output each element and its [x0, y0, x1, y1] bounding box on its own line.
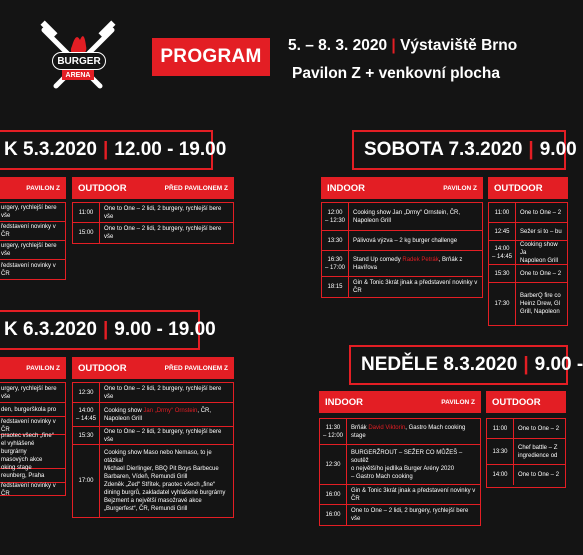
indoor-header-sunday: INDOOR PAVILON Z — [319, 391, 481, 413]
table-row: 17:00 Cooking show Maso nebo Nemaso, to je otázka! Michael Dierlinger, BBQ Pit Boys Barbecue Barbaren, Vídeň, Remundi Grill Zdeněk „Zed“ Střítek, praotec všech „fine“ dining burgrů, zakladatel vyhlášené burgrárny Bejzment a největší masožravé akce „Burgerfest“, ČR, Remundi Grill — [73, 445, 233, 517]
table-row: urgery, rychlejší bere vše — [0, 383, 65, 403]
table-row: ředstavení novinky v ČR — [1, 262, 56, 277]
outdoor-header-saturday: OUTDOOR — [488, 177, 568, 199]
indoor-schedule-saturday — [321, 202, 483, 298]
table-row: 15:00 One to One – 2 lidi, 2 burgery, rychlejší bere vše — [73, 223, 233, 243]
outdoor-schedule-friday — [72, 382, 234, 518]
table-row: 17:30 BarberQ fire co Heinz Drew, Gl Grill, Napoleon — [489, 283, 567, 325]
day-header-thursday: K 5.3.2020 | 12.00 - 19.00 — [0, 130, 213, 170]
table-row: urgery, rychlejší bere vše — [0, 203, 65, 222]
brand-name: BURGER — [52, 52, 106, 70]
table-row: 16:30 – 17:00 Stand Up comedy Radek Petrák, Brňák z Havířova — [322, 251, 482, 277]
day-hours: 9.00 - 19.00 — [114, 319, 216, 340]
table-row: 12:45 Sežer si to – bu — [489, 223, 567, 241]
table-row: 12:00 – 12:30 Cooking show Jan „Drmy“ Ornstein, ČR, Napoleon Grill — [322, 203, 482, 231]
day-header-saturday: SOBOTA 7.3.2020 | 9.00 — [352, 130, 566, 170]
table-row: 12:30 One to One – 2 lidi, 2 burgery, rychlejší bere vše — [73, 383, 233, 403]
table-row: 15:30 One to One – 2 — [489, 265, 567, 283]
table-row: den, burgerškola pro — [0, 403, 65, 417]
table-row: praotec všech „fine“ el vyhlášené burgrárny masových akce oking stage — [0, 435, 65, 469]
indoor-schedule-thursday — [0, 202, 66, 280]
outdoor-header-sunday: OUTDOOR — [486, 391, 566, 413]
program-title: PROGRAM — [152, 38, 270, 76]
table-row: ředstavení novinky v ČR — [0, 417, 65, 435]
day-header-friday: K 6.3.2020 | 9.00 - 19.00 — [0, 310, 200, 350]
table-row: 16:00 One to One – 2 lidi, 2 burgery, rychlejší bere vše — [320, 505, 480, 525]
day-date: K 6.3.2020 — [4, 319, 97, 340]
outdoor-schedule-thursday — [72, 202, 234, 244]
indoor-header-friday: PAVILON Z — [0, 357, 66, 379]
event-dates-venue: 5. – 8. 3. 2020 | Výstaviště Brno — [288, 37, 518, 54]
table-row: 11:00 One to One – 2 — [487, 419, 565, 439]
event-pavilion: Pavilon Z + venkovní plocha — [292, 65, 501, 82]
outdoor-schedule-saturday — [488, 202, 568, 326]
indoor-header-saturday: INDOOR PAVILON Z — [321, 177, 483, 199]
indoor-header-thursday: PAVILON Z — [0, 177, 66, 199]
day-hours: 9.00 — [539, 139, 577, 160]
outdoor-schedule-sunday — [486, 418, 566, 488]
table-row: 15:30 One to One – 2 lidi, 2 burgery, rychlejší bere vše — [73, 427, 233, 445]
table-row: 13:30 Chef battle – Z ingredience od — [487, 439, 565, 465]
event-venue: Výstaviště Brno — [400, 37, 518, 54]
day-hours: 12.00 - 19.00 — [114, 139, 227, 160]
table-row: 14:00 – 14:45 Cooking show Jan „Drmy“ Ornstein, ČR, Napoleon Grill — [73, 403, 233, 427]
indoor-schedule-friday — [0, 382, 66, 496]
table-row: 12:30 BURGERŽROUT – SEŽER CO MŮŽEŠ – soutěž o největšího jedlíka Burger Arény 2020 – Gastro Mach cooking — [320, 445, 480, 485]
brand-subtitle: ARENA — [62, 70, 94, 80]
indoor-schedule-sunday — [319, 418, 481, 526]
day-hours: 9.00 - — [534, 354, 583, 375]
table-row: urgery, rychlejší bere vše — [0, 241, 65, 260]
table-row: 11:30 – 12:00 Brňák David Viktorin, Gastro Mach cooking stage — [320, 419, 480, 445]
day-header-sunday: NEDĚLE 8.3.2020 | 9.00 - — [349, 345, 568, 385]
day-date: K 5.3.2020 — [4, 139, 97, 160]
table-row: 11:00 One to One – 2 lidi, 2 burgery, rychlejší bere vše — [73, 203, 233, 223]
table-row: 16:00 Gin & Tonic 3krát jinak a představení novinky v ČR — [320, 485, 480, 505]
outdoor-header-friday: OUTDOOR PŘED PAVILONEM Z — [72, 357, 234, 379]
day-date: NEDĚLE 8.3.2020 — [361, 354, 518, 375]
table-row: reunberg, Praha — [0, 469, 65, 483]
table-row: 18:15 Gin & Tonic 3krát jinak a představení novinky v ČR — [322, 277, 482, 297]
table-row: 13:30 Pálivová výzva – 2 kg burger challenge — [322, 231, 482, 251]
table-row: 14:00 One to One – 2 — [487, 465, 565, 485]
table-row: 11:00 One to One – 2 — [489, 203, 567, 223]
event-dates: 5. – 8. 3. 2020 — [288, 37, 388, 54]
table-row: 14:00 – 14:45 Cooking show Ja Napoleon Grill — [489, 241, 567, 265]
outdoor-header-thursday: OUTDOOR PŘED PAVILONEM Z — [72, 177, 234, 199]
day-date: SOBOTA 7.3.2020 — [364, 139, 523, 160]
table-row: ředstavení novinky v ČR — [1, 483, 56, 497]
table-row: ředstavení novinky v ČR — [0, 222, 65, 241]
burger-arena-logo — [38, 24, 118, 96]
